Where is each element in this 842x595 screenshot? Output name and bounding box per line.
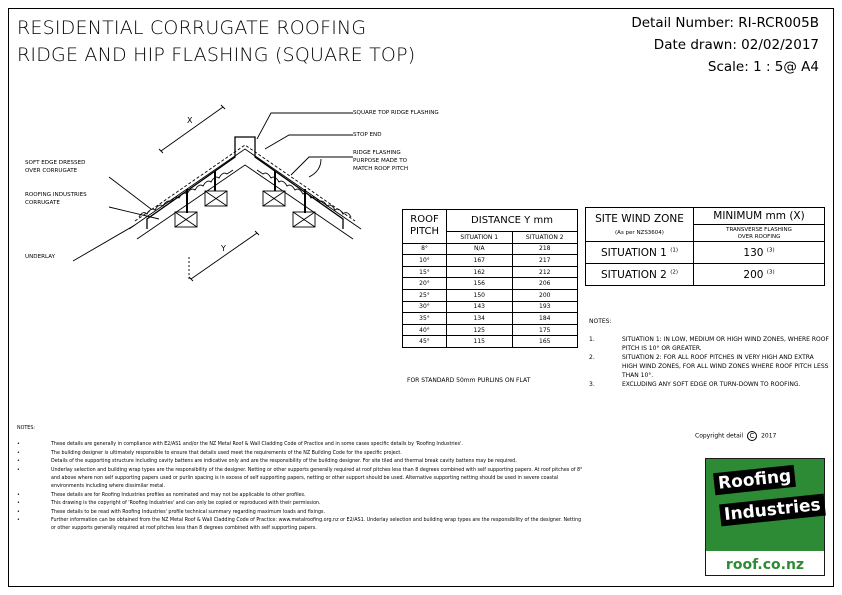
dimension-y-label: Y xyxy=(221,244,226,253)
cell-situation-1 xyxy=(586,242,694,264)
situation-1-value-sup: (3) xyxy=(766,247,775,253)
list-item: • Further information can be obtained from the NZ Metal Roof & Wall Cladding Code of Practice: www.metalroofing.org.nz or E2/AS1. Underlay selection and building wrap types are the responsibility of the designer. Netting or other supports generally required at roof pitches less than 8 degrees combined with self supporting papers. xyxy=(17,517,587,534)
list-item: • Underlay selection and building wrap types are the responsibility of the designer. Netting or other supports generally required at roof pitches less than 8 degrees combined with self supporting papers. At roof pitches of 8° and above where non self supporting papers used or purlin spacing is in excess of self supporting papers, netting or other support should be used. Alternative supporting netting should be used in severe coastal environments including where dissimilar metal. xyxy=(17,467,587,492)
cell-situation-2-value xyxy=(694,264,825,286)
situation-2-sup: (2) xyxy=(670,269,679,275)
cell-s1: 143 xyxy=(447,301,513,313)
note-text: This drawing is the copyright of 'Roofing Industries' and can only be copied or reproduced with their permission. xyxy=(51,501,321,507)
header-roof-pitch xyxy=(403,210,447,244)
cell-s2: 206 xyxy=(512,278,578,290)
situation-2-value: 200 xyxy=(743,268,764,281)
copyright-year: 2017 xyxy=(761,432,777,440)
situation-2-label: SITUATION 2 xyxy=(600,268,667,281)
note-number: 1. xyxy=(589,336,595,343)
label-stop-end: STOP END xyxy=(353,132,382,138)
cell-pitch: 15° xyxy=(403,266,447,278)
dimension-x-label: X xyxy=(187,116,193,125)
date-drawn: Date drawn: 02/02/2017 xyxy=(653,37,819,53)
ridge-flashing-section-drawing xyxy=(9,79,409,319)
note-text: Underlay selection and building wrap types are the responsibility of the designer. Netting or other supports generally required at roof pitches less than 8 degrees combined with self supporting papers. At roof pitches of 8° and above where non self supporting papers used or purlin spacing is in excess of self supporting papers, netting or other support should be used. Alternative supporting netting should be used in severe coastal environments including where dissimilar metal. xyxy=(51,467,583,490)
distance-table-footnote: FOR STANDARD 50mm PURLINS ON FLAT xyxy=(407,377,531,384)
cell-situation-2 xyxy=(586,264,694,286)
title-line-2: RIDGE AND HIP FLASHING (SQUARE TOP) xyxy=(17,44,416,66)
list-item: • This drawing is the copyright of 'Roofing Industries' and can only be copied or reproduced with their permission. xyxy=(17,500,587,508)
cell-s2: 193 xyxy=(512,301,578,313)
label-soft-edge-1: SOFT EDGE DRESSED xyxy=(25,160,86,166)
header-pitch: PITCH xyxy=(409,226,439,238)
cell-situation-1-value xyxy=(694,242,825,264)
header-minimum-sub-1: TRANSVERSE FLASHING xyxy=(726,227,792,233)
cell-pitch: 40° xyxy=(403,324,447,336)
table-row xyxy=(403,301,578,313)
cell-s2: 218 xyxy=(512,243,578,255)
cell-pitch: 10° xyxy=(403,255,447,267)
drawing-sheet xyxy=(8,8,834,587)
list-item: • Details of the supporting structure including cavity battens are indicative only and are the responsibility of the building designer. For site tiled and thermal break cavity battens may be required. xyxy=(17,458,587,466)
label-ridge-flashing-3: MATCH ROOF PITCH xyxy=(353,166,409,172)
notes-bottom-heading: NOTES: xyxy=(17,426,35,431)
roofing-industries-logo xyxy=(705,458,825,576)
logo-green-panel xyxy=(706,459,824,551)
cell-s2: 200 xyxy=(512,289,578,301)
notes-right xyxy=(589,317,829,389)
cell-s2: 175 xyxy=(512,324,578,336)
table-row xyxy=(586,242,825,264)
cell-s2: 212 xyxy=(512,266,578,278)
cell-s2: 165 xyxy=(512,336,578,348)
header-site-wind-zone-sub: (As per NZS3604) xyxy=(615,229,664,236)
list-item: • These details to be read with Roofing Industries' profile technical summary regarding maximum loads and fixings. xyxy=(17,509,587,517)
note-text: These details are generally in compliance with E2/AS1 and/or the NZ Metal Roof & Wall Cladding Code of Practice and in some cases specific details by 'Roofing Industries'. xyxy=(51,442,463,448)
table-row xyxy=(403,278,578,290)
cell-s1: 150 xyxy=(447,289,513,301)
list-item: • The building designer is ultimately responsible to ensure that details used meet the requirements of the NZ Building Code for the specific project. xyxy=(17,450,587,458)
header-minimum-sub-2: OVER ROOFING xyxy=(737,234,781,240)
note-text: The building designer is ultimately responsible to ensure that details used meet the requirements of the NZ Building Code for the specific project. xyxy=(51,450,402,456)
cell-pitch: 25° xyxy=(403,289,447,301)
table-row xyxy=(403,336,578,348)
table-row xyxy=(403,324,578,336)
label-soft-edge-2: OVER CORRUGATE xyxy=(25,168,78,174)
header-site-wind-zone-label: SITE WIND ZONE xyxy=(595,212,684,225)
cell-pitch: 45° xyxy=(403,336,447,348)
label-corrugate-1: ROOFING INDUSTRIES xyxy=(25,192,87,198)
table-row xyxy=(403,255,578,267)
note-text: These details are for Roofing Industries profiles as nominated and may not be applicable to other profiles. xyxy=(51,492,306,498)
header-situation-2: SITUATION 2 xyxy=(512,232,578,244)
header-distance-y: DISTANCE Y mm xyxy=(447,210,578,232)
cell-s1: 167 xyxy=(447,255,513,267)
cell-s1: N/A xyxy=(447,243,513,255)
cell-s1: 156 xyxy=(447,278,513,290)
table-row xyxy=(403,266,578,278)
situation-1-label: SITUATION 1 xyxy=(600,246,667,259)
cell-s1: 134 xyxy=(447,313,513,325)
cell-pitch: 8° xyxy=(403,243,447,255)
cell-s1: 125 xyxy=(447,324,513,336)
list-item xyxy=(589,335,829,353)
title-line-1: RESIDENTIAL CORRUGATE ROOFING xyxy=(17,17,367,39)
table-row xyxy=(403,289,578,301)
note-number: 2. xyxy=(589,354,595,361)
note-text: Details of the supporting structure including cavity battens are indicative only and are the responsibility of the building designer. For site tiled and thermal break cavity battens may be required. xyxy=(51,459,517,465)
situation-1-value: 130 xyxy=(743,246,764,259)
note-text: EXCLUDING ANY SOFT EDGE OR TURN-DOWN TO ROOFING. xyxy=(622,381,801,388)
cell-s1: 115 xyxy=(447,336,513,348)
list-item xyxy=(589,353,829,380)
logo-text-roofing: Roofing xyxy=(713,465,796,495)
label-ridge-flashing-2: PURPOSE MADE TO xyxy=(353,158,408,164)
distance-y-table xyxy=(402,209,578,348)
notes-bottom xyxy=(17,425,587,534)
notes-right-heading: NOTES: xyxy=(589,318,612,325)
header-minimum-label: MINIMUM mm (X) xyxy=(694,208,824,225)
cell-pitch: 20° xyxy=(403,278,447,290)
header-minimum xyxy=(694,208,825,242)
situation-2-value-sup: (3) xyxy=(766,269,775,275)
list-item: • These details are generally in compliance with E2/AS1 and/or the NZ Metal Roof & Wall Cladding Code of Practice and in some cases specific details by 'Roofing Industries'. xyxy=(17,441,587,449)
header-roof: ROOF xyxy=(410,214,439,226)
label-corrugate-2: CORRUGATE xyxy=(25,200,60,206)
note-text: SITUATION 2: FOR ALL ROOF PITCHES IN VERY HIGH AND EXTRA HIGH WIND ZONES, FOR ALL WIND ZONES WHERE ROOF PITCH LESS THAN 10°. xyxy=(622,354,829,379)
copyright-line xyxy=(695,431,776,441)
cell-pitch: 30° xyxy=(403,301,447,313)
copyright-label: Copyright detail xyxy=(695,432,744,440)
list-item xyxy=(589,380,829,389)
drawing-scale: Scale: 1 : 5@ A4 xyxy=(707,59,819,75)
cell-s2: 184 xyxy=(512,313,578,325)
note-text: Further information can be obtained from the NZ Metal Roof & Wall Cladding Code of Practice: www.metalroofing.org.nz or E2/AS1. Underlay selection and building wrap types are the responsibility of the designer. Netting or other supports generally required at roof pitches less than 8 degrees combined with self supporting papers. xyxy=(51,518,582,532)
cell-s1: 162 xyxy=(447,266,513,278)
table-row xyxy=(403,243,578,255)
logo-url: roof.co.nz xyxy=(725,557,805,573)
table-row xyxy=(403,313,578,325)
situation-1-sup: (1) xyxy=(670,247,679,253)
wind-zone-table xyxy=(585,207,825,286)
note-number: 3. xyxy=(589,381,595,388)
label-ridge-flashing-1: RIDGE FLASHING xyxy=(353,150,401,156)
note-text: These details to be read with Roofing Industries' profile technical summary regarding maximum loads and fixings. xyxy=(51,509,326,515)
table-row xyxy=(586,264,825,286)
header-situation-1: SITUATION 1 xyxy=(447,232,513,244)
cell-pitch: 35° xyxy=(403,313,447,325)
detail-number: Detail Number: RI-RCR005B xyxy=(631,15,819,31)
note-text: SITUATION 1: IN LOW, MEDIUM OR HIGH WIND ZONES, WHERE ROOF PITCH IS 10° OR GREATER. xyxy=(622,336,829,352)
label-underlay: UNDERLAY xyxy=(25,254,56,260)
label-square-top: SQUARE TOP RIDGE FLASHING xyxy=(353,110,439,116)
logo-text-industries: Industries xyxy=(719,494,826,527)
header-site-wind-zone xyxy=(586,208,694,242)
copyright-icon: C xyxy=(747,431,757,441)
cell-s2: 217 xyxy=(512,255,578,267)
list-item: • These details are for Roofing Industries profiles as nominated and may not be applicable to other profiles. xyxy=(17,492,587,500)
